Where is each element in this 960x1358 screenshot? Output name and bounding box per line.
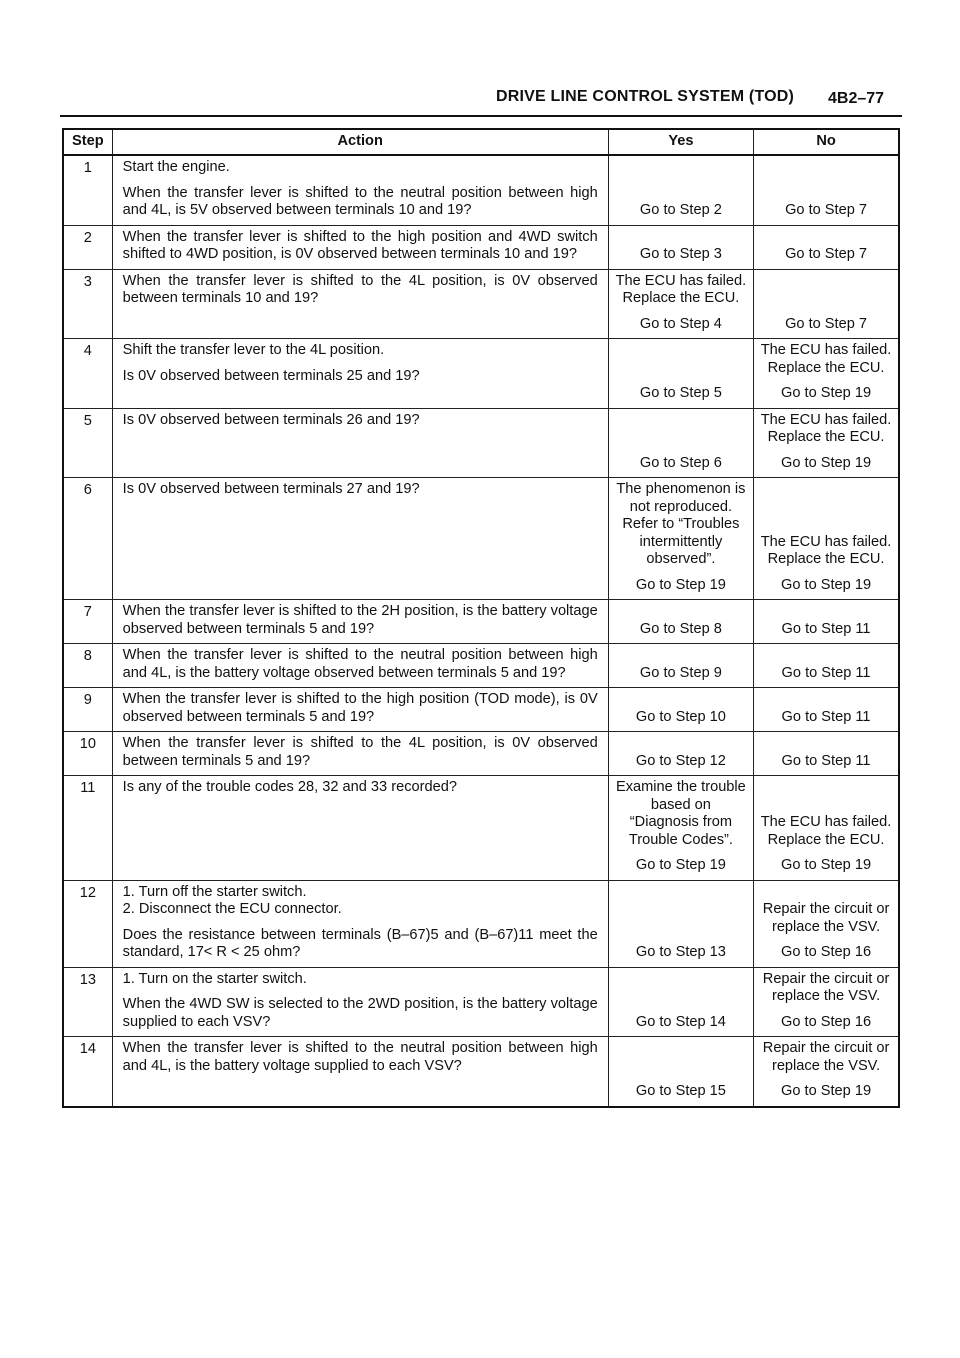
- no-cell: [754, 1037, 899, 1107]
- no-goto-step: Go to Step 19: [781, 454, 872, 471]
- yes-goto-step: Go to Step 8: [639, 620, 722, 637]
- action-cell: [112, 967, 608, 1037]
- table-row: [63, 776, 899, 881]
- no-goto-step: Go to Step 16: [781, 1013, 872, 1030]
- yes-goto-step: Go to Step 19: [635, 857, 726, 873]
- step-number: 11: [63, 776, 112, 881]
- yes-goto-step: Go to Step 12: [635, 752, 726, 769]
- action-cell: [112, 732, 608, 776]
- no-cell: [754, 408, 899, 478]
- yes-cell: [608, 155, 753, 225]
- step-number: 7: [63, 600, 112, 644]
- yes-goto-step: Go to Step 3: [639, 246, 722, 262]
- yes-cell: [608, 776, 753, 881]
- yes-cell: [608, 732, 753, 776]
- no-goto-step: Go to Step 11: [781, 664, 871, 681]
- column-header-yes: Yes: [608, 129, 753, 155]
- table-header-row: [63, 129, 899, 155]
- table-row: [63, 1037, 899, 1107]
- table-row: [63, 408, 899, 478]
- step-number: 9: [63, 688, 112, 732]
- action-cell: [112, 408, 608, 478]
- action-cell: [112, 880, 608, 967]
- yes-cell: [608, 225, 753, 269]
- table-row: [63, 155, 899, 225]
- yes-goto-step: Go to Step 14: [635, 1013, 726, 1030]
- action-cell: [112, 688, 608, 732]
- yes-goto-step: Go to Step 6: [639, 454, 722, 471]
- no-cell: [754, 269, 899, 339]
- yes-cell: [608, 600, 753, 644]
- yes-goto-step: Go to Step 5: [639, 385, 722, 401]
- table-row: [63, 967, 899, 1037]
- no-result-text: Repair the circuit or replace the VSV.: [762, 901, 890, 935]
- table-row: [63, 688, 899, 732]
- table-row: [63, 478, 899, 600]
- no-cell: [754, 688, 899, 732]
- column-header-no: No: [754, 129, 899, 155]
- action-text: When the transfer lever is shifted to the 4L position, is 0V observed between terminals 5 and 19?: [122, 735, 598, 769]
- no-result-text: The ECU has failed. Replace the ECU.: [760, 411, 892, 445]
- action-text: When the transfer lever is shifted to the high position (TOD mode), is 0V observed between terminals 5 and 19?: [122, 691, 598, 725]
- action-text: 1. Turn on the starter switch.: [122, 970, 307, 987]
- yes-cell: [608, 1037, 753, 1107]
- action-cell: [112, 225, 608, 269]
- no-cell: [754, 478, 899, 600]
- no-cell: [754, 339, 899, 409]
- yes-goto-step: Go to Step 15: [635, 1083, 726, 1099]
- no-cell: [754, 732, 899, 776]
- step-number: 12: [63, 880, 112, 967]
- no-goto-step: Go to Step 19: [781, 1083, 872, 1099]
- no-goto-step: Go to Step 7: [785, 202, 868, 218]
- action-text: When the transfer lever is shifted to the neutral position between high and 4L, is 5V observed between terminals 10 and 19?: [122, 184, 598, 218]
- action-text: When the transfer lever is shifted to the 4L position, is 0V observed between terminals 10 and 19?: [122, 272, 598, 306]
- step-number: 14: [63, 1037, 112, 1107]
- action-text: When the transfer lever is shifted to the neutral position between high and 4L, is the battery voltage observed between terminals 5 and 19?: [122, 647, 598, 681]
- yes-result-text: Examine the trouble based on “Diagnosis from Trouble Codes”.: [615, 779, 746, 848]
- no-goto-step: Go to Step 11: [781, 752, 871, 769]
- no-cell: [754, 644, 899, 688]
- no-goto-step: Go to Step 19: [781, 385, 872, 401]
- no-goto-step: Go to Step 7: [785, 315, 868, 332]
- step-number: 13: [63, 967, 112, 1037]
- action-text: Is 0V observed between terminals 26 and 19?: [122, 411, 420, 428]
- no-cell: [754, 776, 899, 881]
- table-row: [63, 339, 899, 409]
- no-result-text: Repair the circuit or replace the VSV.: [762, 1040, 890, 1074]
- yes-result-text: The ECU has failed. Replace the ECU.: [615, 272, 747, 306]
- action-text: When the transfer lever is shifted to the high position and 4WD switch shifted to 4WD position, is 0V observed between terminals 10 and 19?: [122, 228, 598, 262]
- header-rule: [60, 115, 902, 117]
- no-goto-step: Go to Step 11: [781, 620, 871, 637]
- no-cell: [754, 967, 899, 1037]
- yes-goto-step: Go to Step 4: [639, 315, 722, 332]
- yes-goto-step: Go to Step 9: [639, 664, 722, 681]
- table-row: [63, 225, 899, 269]
- no-goto-step: Go to Step 11: [781, 708, 871, 725]
- action-text: When the 4WD SW is selected to the 2WD position, is the battery voltage supplied to each VSV?: [122, 996, 598, 1030]
- no-result-text: The ECU has failed. Replace the ECU.: [760, 814, 892, 848]
- no-goto-step: Go to Step 19: [781, 576, 872, 593]
- yes-goto-step: Go to Step 13: [635, 944, 726, 960]
- yes-cell: [608, 408, 753, 478]
- action-text: When the transfer lever is shifted to the 2H position, is the battery voltage observed between terminals 5 and 19?: [122, 603, 598, 637]
- table-row: [63, 880, 899, 967]
- action-text: Shift the transfer lever to the 4L position.: [122, 342, 385, 358]
- step-number: 3: [63, 269, 112, 339]
- no-result-text: The ECU has failed. Replace the ECU.: [760, 533, 892, 567]
- action-cell: [112, 339, 608, 409]
- action-cell: [112, 600, 608, 644]
- step-number: 4: [63, 339, 112, 409]
- action-cell: [112, 269, 608, 339]
- no-cell: [754, 225, 899, 269]
- step-number: 5: [63, 408, 112, 478]
- action-text: 2. Disconnect the ECU connector.: [122, 901, 342, 917]
- step-number: 2: [63, 225, 112, 269]
- yes-cell: [608, 967, 753, 1037]
- column-header-step: Step: [63, 129, 112, 155]
- step-number: 10: [63, 732, 112, 776]
- action-cell: [112, 776, 608, 881]
- no-goto-step: Go to Step 7: [785, 246, 868, 262]
- action-cell: [112, 1037, 608, 1107]
- yes-cell: [608, 478, 753, 600]
- no-goto-step: Go to Step 19: [781, 857, 872, 873]
- yes-cell: [608, 339, 753, 409]
- action-text: Is any of the trouble codes 28, 32 and 33 recorded?: [122, 779, 457, 795]
- table-body: [63, 155, 899, 1107]
- yes-cell: [608, 644, 753, 688]
- action-text: Start the engine.: [122, 159, 230, 175]
- section-title: DRIVE LINE CONTROL SYSTEM (TOD): [496, 88, 795, 105]
- action-cell: [112, 478, 608, 600]
- yes-goto-step: Go to Step 2: [639, 202, 722, 218]
- column-header-action: Action: [112, 129, 608, 155]
- action-text: Is 0V observed between terminals 27 and 19?: [122, 481, 420, 497]
- action-text: Does the resistance between terminals (B–67)5 and (B–67)11 meet the standard, 17< R < 25 ohm?: [122, 926, 598, 960]
- diagnosis-table: [62, 128, 900, 1108]
- yes-result-text: The phenomenon is not reproduced. Refer to “Troubles intermittently observed”.: [616, 481, 746, 567]
- action-cell: [112, 644, 608, 688]
- no-cell: [754, 155, 899, 225]
- no-result-text: The ECU has failed. Replace the ECU.: [760, 342, 892, 376]
- yes-cell: [608, 269, 753, 339]
- yes-goto-step: Go to Step 10: [635, 708, 726, 725]
- table-row: [63, 732, 899, 776]
- step-number: 6: [63, 478, 112, 600]
- yes-cell: [608, 880, 753, 967]
- action-text: When the transfer lever is shifted to the neutral position between high and 4L, is the battery voltage supplied to each VSV?: [122, 1040, 598, 1074]
- table-row: [63, 269, 899, 339]
- no-goto-step: Go to Step 16: [781, 944, 872, 960]
- table-row: [63, 600, 899, 644]
- step-number: 1: [63, 155, 112, 225]
- yes-goto-step: Go to Step 19: [635, 576, 726, 593]
- action-cell: [112, 155, 608, 225]
- step-number: 8: [63, 644, 112, 688]
- yes-cell: [608, 688, 753, 732]
- table-row: [63, 644, 899, 688]
- no-result-text: Repair the circuit or replace the VSV.: [762, 970, 890, 1004]
- action-text: 1. Turn off the starter switch.: [122, 883, 307, 900]
- no-cell: [754, 600, 899, 644]
- no-cell: [754, 880, 899, 967]
- page-number: 4B2–77: [828, 90, 885, 107]
- action-text: Is 0V observed between terminals 25 and 19?: [122, 367, 420, 384]
